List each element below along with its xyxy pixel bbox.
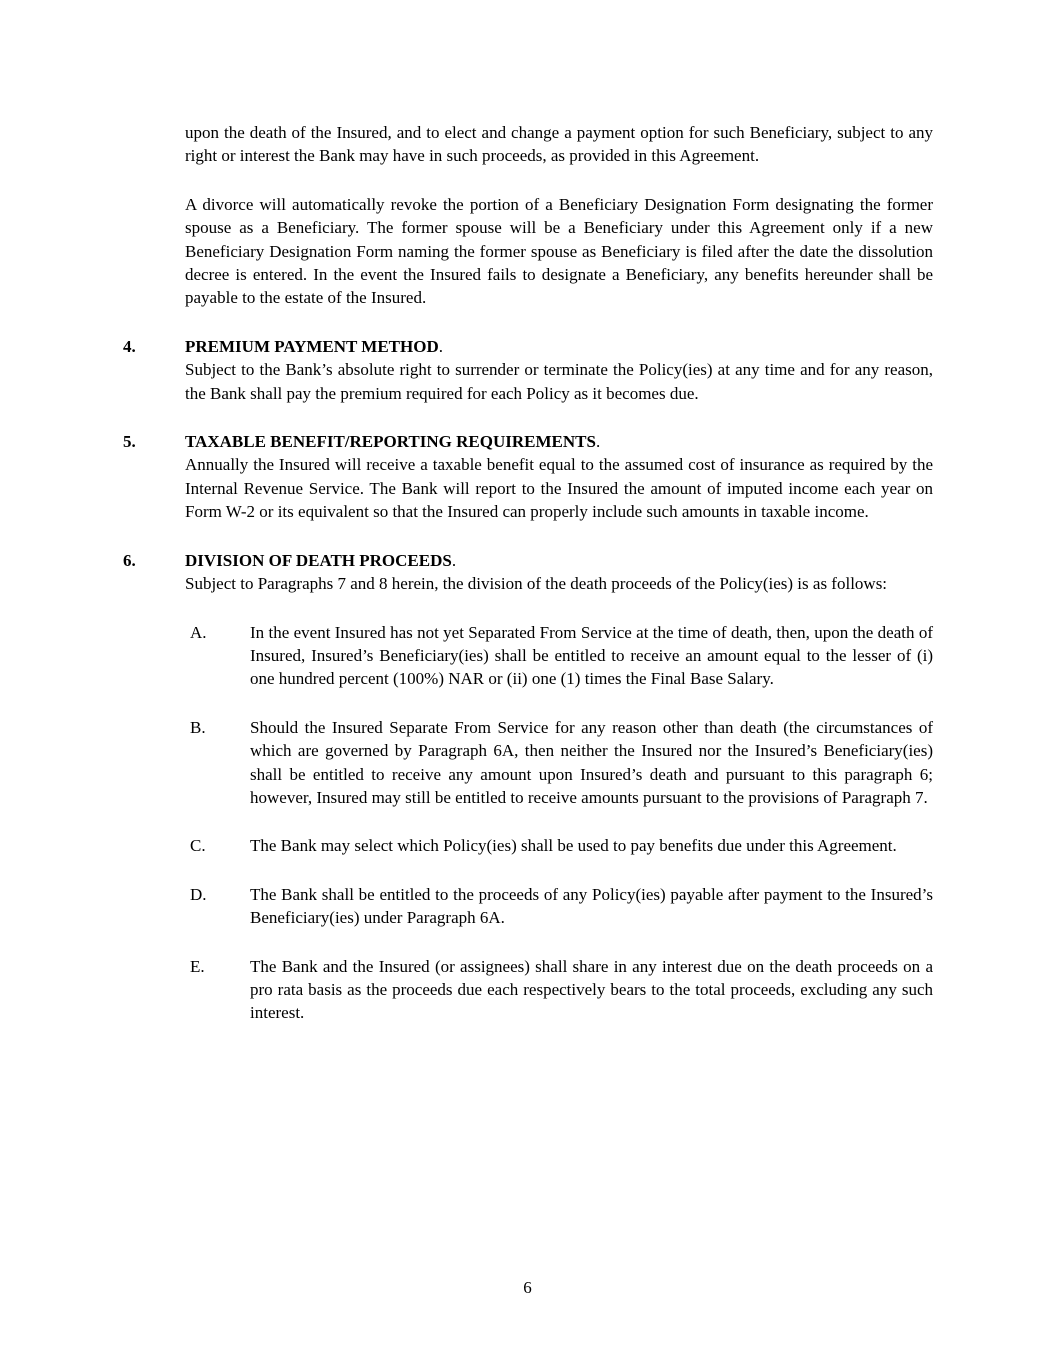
section-heading-period: . (438, 336, 443, 356)
intro-paragraph-1: upon the death of the Insured, and to elect and change a payment option for such Beneficiary, subject to any right or interest the Bank may have in such proceeds, as provided in this Agreement. (185, 123, 933, 166)
section-heading-line (185, 549, 933, 572)
section-heading: PREMIUM PAYMENT METHOD (185, 336, 439, 356)
section-content (185, 549, 933, 1025)
section-content (185, 430, 933, 524)
list-item-c (185, 834, 933, 857)
list-item-b (185, 716, 933, 810)
section-subitems (185, 621, 933, 1025)
section-body-text: Subject to Paragraphs 7 and 8 herein, the division of the death proceeds of the Policy(ies) is as follows: (185, 574, 888, 594)
document-body (123, 121, 933, 1025)
section-taxable-benefit (123, 430, 933, 524)
section-division-of-death-proceeds (123, 549, 933, 1025)
section-number: 6. (123, 550, 136, 570)
list-item-e (185, 955, 933, 1025)
section-body-text: Annually the Insured will receive a taxable benefit equal to the assumed cost of insurance as required by the Internal Revenue Service. The Bank will report to the Insured the amount of imputed income each year on Form W-2 or its equivalent so that the Insured can properly include such amounts in taxable income. (185, 455, 933, 522)
section-heading: TAXABLE BENEFIT/REPORTING REQUIREMENTS (185, 432, 596, 452)
section-heading-line (185, 335, 933, 358)
list-item-letter: D. (190, 884, 207, 904)
list-item-letter: E. (190, 956, 205, 976)
list-item-text: The Bank and the Insured (or assignees) shall share in any interest due on the death proceeds on a pro rata basis as the proceeds due each respectively bears to the total proceeds, excluding any such interest. (250, 956, 933, 1023)
list-item-text: The Bank may select which Policy(ies) shall be used to pay benefits due under this Agreement. (250, 836, 897, 856)
section-heading-period: . (451, 550, 457, 570)
section-heading: DIVISION OF DEATH PROCEEDS (185, 550, 452, 570)
list-item-text: Should the Insured Separate From Service for any reason other than death (the circumstances of which are governed by Paragraph 6A, then neither the Insured nor the Insured’s Beneficiary(ies) shall be entitled to receive any amount upon Insured’s death and pursuant to this paragraph 6; however, Insured may still be entitled to receive amounts pursuant to the provisions of Paragraph 7. (250, 717, 933, 807)
section-body-text: Subject to the Bank’s absolute right to surrender or terminate the Policy(ies) at any time and for any reason, the Bank shall pay the premium required for each Policy as it becomes due. (185, 360, 933, 403)
list-item-text: In the event Insured has not yet Separated From Service at the time of death, then, upon the death of Insured, Insured’s Beneficiary(ies) shall be entitled to receive an amount equal to the lesser of (i) one hundred percent (100%) NAR or (ii) one (1) times the Final Base Salary. (250, 622, 933, 689)
list-item-letter: B. (190, 717, 206, 737)
intro-paragraph-2: A divorce will automatically revoke the portion of a Beneficiary Designation Form designating the former spouse as a Beneficiary. The former spouse will be a Beneficiary under this Agreement only if a new Beneficiary Designation Form naming the former spouse as Beneficiary is filed after the date the dissolution decree is entered. In the event the Insured fails to designate a Beneficiary, any benefits hereunder shall be payable to the estate of the Insured. (185, 194, 933, 308)
list-item-a (185, 621, 933, 691)
page-number: 6 (523, 1278, 532, 1297)
section-number: 5. (123, 432, 136, 452)
section-heading-period: . (595, 432, 601, 452)
section-heading-line (185, 430, 933, 453)
list-item-letter: A. (190, 622, 207, 642)
section-number: 4. (123, 336, 136, 356)
section-premium-payment-method (123, 335, 933, 405)
list-item-d (185, 883, 933, 930)
list-item-letter: C. (190, 836, 206, 856)
list-item-text: The Bank shall be entitled to the proceeds of any Policy(ies) payable after payment to the Insured’s Beneficiary(ies) under Paragraph 6A. (250, 884, 933, 928)
section-content (185, 335, 933, 405)
